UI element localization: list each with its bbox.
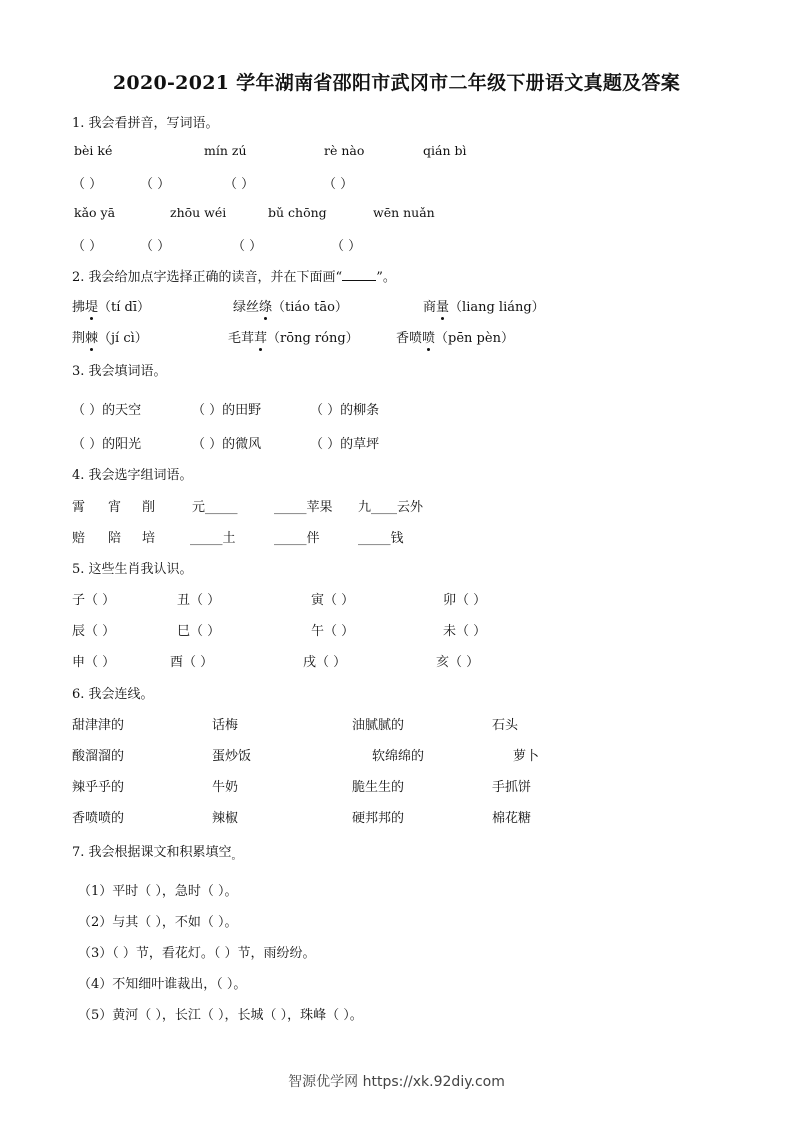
q6-heading: 6. 我会连线。 bbox=[72, 687, 154, 702]
q4-char: 霄 bbox=[72, 500, 86, 515]
q5-zodiac-item[interactable]: 戌（ ） bbox=[303, 655, 347, 670]
q3-fill-item[interactable]: （ ）的柳条 bbox=[310, 403, 380, 418]
q6-match-right[interactable]: 话梅 bbox=[212, 718, 239, 733]
q2-dotted-char: 茸 bbox=[254, 327, 267, 346]
q6-match-left[interactable]: 辣乎乎的 bbox=[72, 780, 125, 795]
q4-fill-item[interactable]: _____钱 bbox=[358, 531, 404, 546]
q3-fill-item[interactable]: （ ）的田野 bbox=[192, 403, 262, 418]
q3-fill-item[interactable]: （ ）的微风 bbox=[192, 437, 262, 452]
underline-sample bbox=[342, 270, 376, 281]
q2-item bbox=[423, 296, 545, 315]
q1-pinyin: mín zú bbox=[204, 143, 247, 158]
q2-item bbox=[72, 327, 148, 346]
q2-dotted-char: 量 bbox=[436, 296, 449, 315]
q2-options[interactable]: （liang liáng） bbox=[449, 300, 545, 315]
q6-match-left[interactable]: 香喷喷的 bbox=[72, 811, 125, 826]
q6-match-left[interactable]: 酸溜溜的 bbox=[72, 749, 125, 764]
q6-match-left[interactable]: 硬邦邦的 bbox=[352, 811, 405, 826]
q2-dotted-char: 喷 bbox=[422, 327, 435, 346]
q2-item bbox=[233, 296, 348, 315]
q2-item bbox=[228, 327, 359, 346]
q2-dotted-char: 绦 bbox=[259, 296, 272, 315]
q7-heading-tail: 。 bbox=[231, 851, 242, 862]
q5-zodiac-item[interactable]: 寅（ ） bbox=[311, 593, 355, 608]
q2-dotted-char: 棘 bbox=[85, 327, 98, 346]
q1-pinyin: wēn nuǎn bbox=[373, 205, 435, 220]
q7-fill-item[interactable]: （2）与其（ ），不如（ ）。 bbox=[78, 915, 238, 930]
q2-word-part: 拂 bbox=[72, 300, 86, 315]
q1-answer-blank[interactable]: （ ） bbox=[140, 177, 171, 192]
q6-match-left[interactable]: 油腻腻的 bbox=[352, 718, 405, 733]
q1-pinyin: qián bì bbox=[423, 143, 467, 158]
q4-fill-item[interactable]: 九____云外 bbox=[358, 500, 424, 515]
q1-answer-blank[interactable]: （ ） bbox=[232, 239, 263, 254]
q6-match-left[interactable]: 脆生生的 bbox=[352, 780, 405, 795]
q2-heading-text: 2. 我会给加点字选择正确的读音，并在下面画“ bbox=[72, 270, 343, 285]
q2-heading-tail: ”。 bbox=[376, 270, 396, 285]
q3-fill-item[interactable]: （ ）的草坪 bbox=[310, 437, 380, 452]
q6-match-right[interactable]: 萝卜 bbox=[513, 749, 540, 764]
q1-pinyin: zhōu wéi bbox=[170, 205, 227, 220]
q7-fill-item[interactable]: （5）黄河（ ），长江（ ），长城（ ），珠峰（ ）。 bbox=[78, 1008, 363, 1023]
q2-item bbox=[396, 327, 514, 346]
page-title: 2020-2021 学年湖南省邵阳市武冈市二年级下册语文真题及答案 bbox=[112, 72, 681, 94]
q5-zodiac-item[interactable]: 巳（ ） bbox=[177, 624, 221, 639]
q1-answer-blank[interactable]: （ ） bbox=[140, 239, 171, 254]
footer-watermark: 智源优学网 https://xk.92diy.com bbox=[288, 1074, 505, 1090]
q7-heading-text: 7. 我会根据课文和积累填空 bbox=[72, 845, 232, 860]
q1-answer-blank[interactable]: （ ） bbox=[323, 177, 354, 192]
q6-match-right[interactable]: 蛋炒饭 bbox=[212, 749, 252, 764]
q6-match-right[interactable]: 棉花糖 bbox=[492, 811, 532, 826]
q1-pinyin: bǔ chōng bbox=[268, 205, 327, 220]
q2-options[interactable]: （pēn pèn） bbox=[435, 331, 514, 346]
q4-fill-item[interactable]: 元_____ bbox=[192, 500, 238, 515]
q6-match-right[interactable]: 辣椒 bbox=[212, 811, 239, 826]
q1-answer-blank[interactable]: （ ） bbox=[72, 177, 103, 192]
q2-word-part: 商 bbox=[423, 300, 437, 315]
q4-heading: 4. 我会选字组词语。 bbox=[72, 468, 193, 483]
q5-zodiac-item[interactable]: 午（ ） bbox=[311, 624, 355, 639]
q7-fill-item[interactable]: （3）（ ）节，看花灯。（ ）节，雨纷纷。 bbox=[78, 946, 316, 961]
q2-word-part: 毛茸 bbox=[228, 331, 255, 346]
q5-zodiac-item[interactable]: 亥（ ） bbox=[436, 655, 480, 670]
q4-fill-item[interactable]: _____苹果 bbox=[274, 500, 333, 515]
q1-pinyin: bèi ké bbox=[74, 143, 113, 158]
q2-heading bbox=[72, 266, 396, 285]
q6-match-right[interactable]: 手抓饼 bbox=[492, 780, 532, 795]
q4-char: 陪 bbox=[108, 531, 122, 546]
q5-zodiac-item[interactable]: 卯（ ） bbox=[443, 593, 487, 608]
q5-zodiac-item[interactable]: 未（ ） bbox=[443, 624, 487, 639]
q4-char: 削 bbox=[142, 500, 156, 515]
q1-heading: 1. 我会看拼音，写词语。 bbox=[72, 116, 219, 131]
q2-dotted-char: 堤 bbox=[85, 296, 98, 315]
q2-options[interactable]: （rōng róng） bbox=[267, 331, 359, 346]
q1-pinyin: rè nào bbox=[324, 143, 365, 158]
q7-heading bbox=[72, 841, 242, 860]
q5-zodiac-item[interactable]: 酉（ ） bbox=[170, 655, 214, 670]
q5-heading: 5. 这些生肖我认识。 bbox=[72, 562, 193, 577]
q4-fill-item[interactable]: _____土 bbox=[190, 531, 236, 546]
q4-fill-item[interactable]: _____伴 bbox=[274, 531, 320, 546]
q3-fill-item[interactable]: （ ）的天空 bbox=[72, 403, 142, 418]
q7-fill-item[interactable]: （4）不知细叶谁裁出，（ ）。 bbox=[78, 977, 247, 992]
q2-word-part: 荆 bbox=[72, 331, 86, 346]
q5-zodiac-item[interactable]: 辰（ ） bbox=[72, 624, 116, 639]
q2-word-part: 绿丝 bbox=[233, 300, 260, 315]
q2-options[interactable]: （jí cì） bbox=[98, 331, 148, 346]
q2-options[interactable]: （tiáo tāo） bbox=[272, 300, 348, 315]
q6-match-left[interactable]: 软绵绵的 bbox=[372, 749, 425, 764]
q5-zodiac-item[interactable]: 丑（ ） bbox=[177, 593, 221, 608]
q6-match-left[interactable]: 甜津津的 bbox=[72, 718, 125, 733]
q2-word-part: 香喷 bbox=[396, 331, 423, 346]
q6-match-right[interactable]: 牛奶 bbox=[212, 780, 239, 795]
q1-pinyin: kǎo yā bbox=[74, 205, 116, 220]
q3-heading: 3. 我会填词语。 bbox=[72, 364, 167, 379]
q7-fill-item[interactable]: （1）平时（ ），急时（ ）。 bbox=[78, 884, 238, 899]
q4-char: 宵 bbox=[108, 500, 122, 515]
q1-answer-blank[interactable]: （ ） bbox=[72, 239, 103, 254]
q2-options[interactable]: （tí dī） bbox=[98, 300, 151, 315]
q1-answer-blank[interactable]: （ ） bbox=[224, 177, 255, 192]
q2-item bbox=[72, 296, 150, 315]
q3-fill-item[interactable]: （ ）的阳光 bbox=[72, 437, 142, 452]
q5-zodiac-item[interactable]: 子（ ） bbox=[72, 593, 116, 608]
q4-char: 培 bbox=[142, 531, 156, 546]
q1-answer-blank[interactable]: （ ） bbox=[331, 239, 362, 254]
q5-zodiac-item[interactable]: 申（ ） bbox=[72, 655, 116, 670]
q4-char: 赔 bbox=[72, 531, 86, 546]
q6-match-right[interactable]: 石头 bbox=[492, 718, 519, 733]
